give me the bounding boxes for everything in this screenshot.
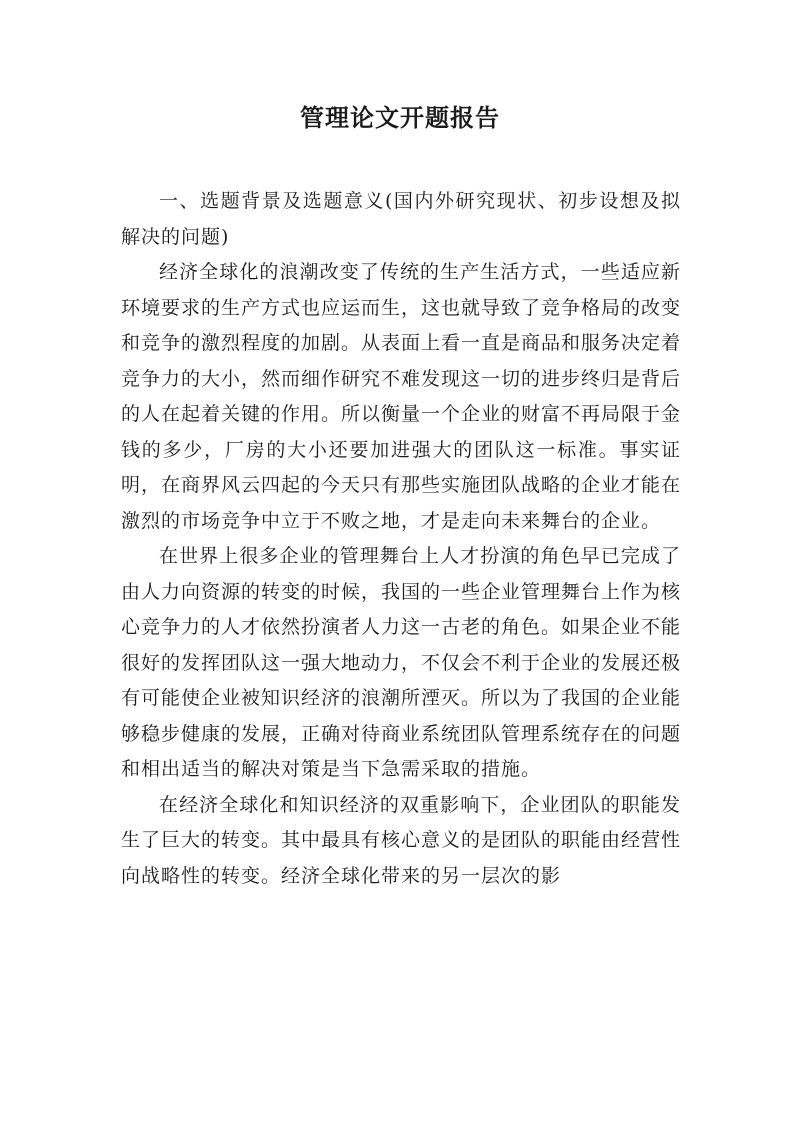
document-body — [121, 184, 681, 894]
paragraph: 在世界上很多企业的管理舞台上人才扮演的角色早已完成了由人力向资源的转变的时候，我国的一些企业管理舞台上作为核心竞争力的人才依然扮演者人力这一古老的角色。如果企业不能很好的发挥团队这一强大地动力，不仅会不利于企业的发展还极有可能使企业被知识经济的浪潮所湮灭。所以为了我国的企业能够稳步健康的发展，正确对待商业系统团队管理系统存在的问题和相出适当的解决对策是当下急需采取的措施。 — [121, 545, 682, 780]
paragraph: 在经济全球化和知识经济的双重影响下，企业团队的职能发生了巨大的转变。其中最具有核心意义的是团队的职能由经营性向战略性的转变。经济全球化带来的另一层次的影 — [121, 793, 682, 887]
document-title: 管理论文开题报告 — [300, 104, 500, 132]
paragraph: 经济全球化的浪潮改变了传统的生产生活方式，一些适应新环境要求的生产方式也应运而生，这也就导致了竞争格局的改变和竞争的激烈程度的加剧。从表面上看一直是商品和服务决定着竞争力的大小，然而细作研究不难发现这一切的进步终归是背后的人在起着关键的作用。所以衡量一个企业的财富不再局限于金钱的多少，厂房的大小还要加进强大的团队这一标准。事实证明，在商界风云四起的今天只有那些实施团队战略的企业才能在激烈的市场竞争中立于不败之地，才是走向未来舞台的企业。 — [121, 261, 682, 532]
paragraph-section-heading: 一、选题背景及选题意义(国内外研究现状、初步设想及拟解决的问题) — [121, 190, 681, 248]
